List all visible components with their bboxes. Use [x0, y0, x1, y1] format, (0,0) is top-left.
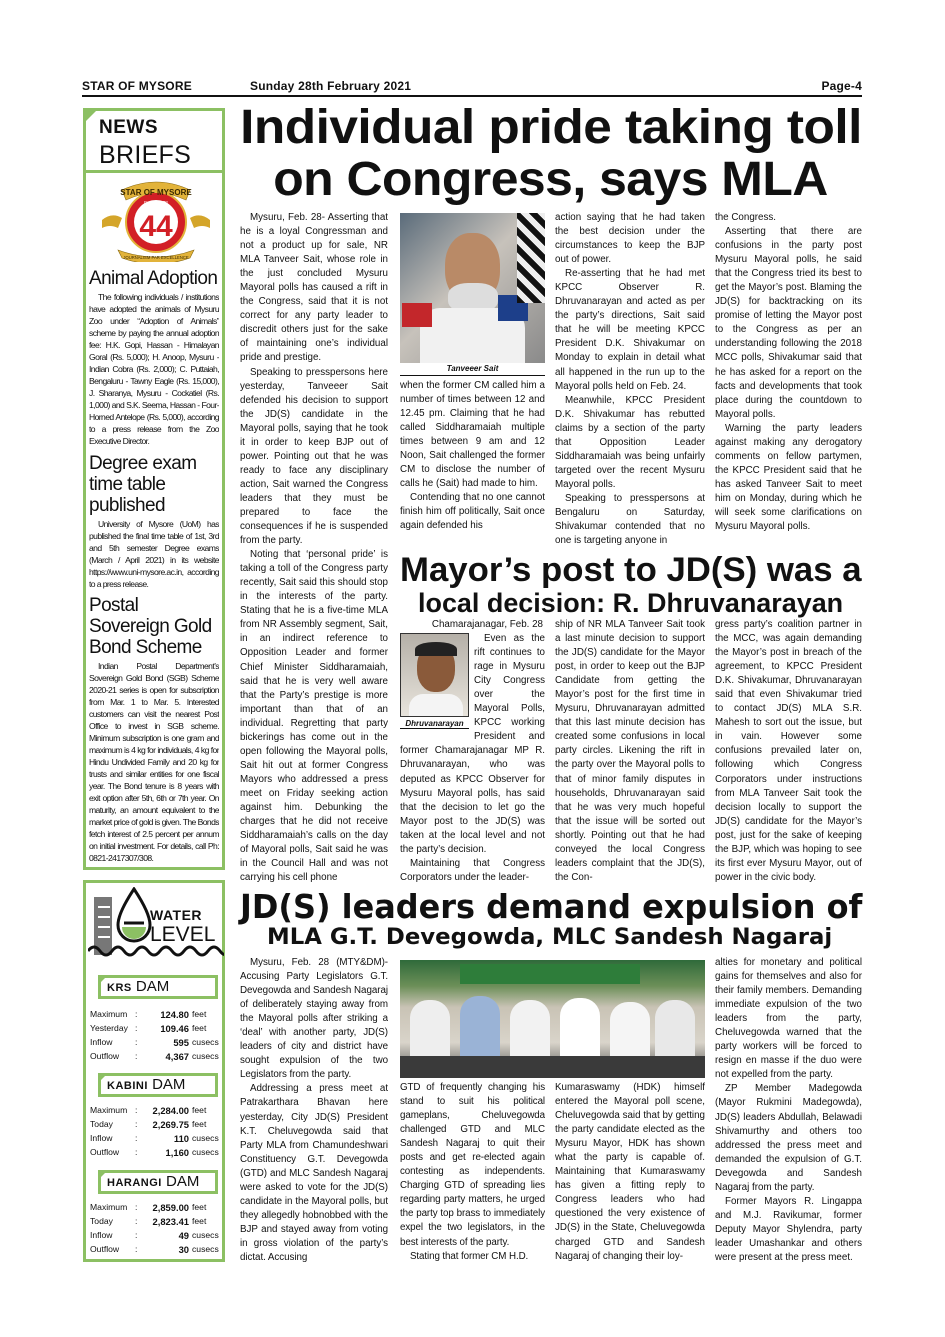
brief-body: Indian Postal Department’s Sovereign Gold Bond (SGB) Scheme 2020-21 series is open for subscription from Mar. 1 to Mar. 5. Interested customers can visit the nearest Post Office to invest in SGB scheme. Minimum subscription is one gram and maximum is 4 kg for individuals, 4 kg for Hindu Undivided Family and 20 kg for trusts and similar entities for one fiscal year. The Bond tenure is 8 years with exit option after 5th, 6th or 7th year. On maturity, an amount equivalent to the market price of gold is given. The Bonds fetch interest of 2.5 percent per annum on initial investment. For details, call Ph: 0821-2417307/308.: [89, 661, 219, 863]
svg-text:JOURNALISM PAR EXCELLENCE: JOURNALISM PAR EXCELLENCE: [123, 255, 189, 260]
value: 30: [178, 1244, 189, 1255]
svg-text:STAR OF MYSORE: STAR OF MYSORE: [120, 188, 192, 197]
brief-body: The following individuals / institutions have adopted the animals of Mysuru Zoo under “Adoption of Animals” scheme by paying the annual adoption fee: H.K. Gopi, Hassan - Himalayan Goral (Rs. 5,000); H. Anoop, Mysuru - Indian Cobra (Rs. 2,000); C. Puttaiah, Bengaluru - Tawny Eagle (Rs. 15,000), J. Sharanya, Mysuru - Cockatiel (Rs. 1,000) and S.K. Seema, Hassan - Four-Horned Antelope (Rs. 5,000), according to a press release from the Zoo Executive Director.: [89, 292, 219, 446]
news-briefs-box: [83, 108, 225, 870]
value: 124.80: [160, 1009, 189, 1020]
dam-suffix: DAM: [135, 978, 170, 995]
article3-headline: [240, 889, 862, 951]
news-briefs-title-top: NEWS: [99, 117, 158, 138]
unit: feet: [192, 1023, 207, 1033]
water-level-box: [83, 880, 225, 1262]
value: 2,823.41: [152, 1216, 189, 1227]
page-number: Page-4: [821, 79, 862, 93]
label: Inflow: [90, 1230, 113, 1240]
article1-col2: [400, 379, 545, 549]
dam-name: KRS: [107, 982, 132, 994]
label: Outflow: [90, 1244, 120, 1254]
article2-col2: [400, 618, 545, 888]
label: Maximum: [90, 1202, 128, 1212]
paragraph: alties for monetary and political gains for themselves and also for their family members. Demanding immediate expulsion of the two leaders from the party, Cheluvegowda warned that the party workers will be forced to resign en masse if the duo were not expelled from the party.: [715, 957, 862, 1081]
brief-heading: Postal Sovereign Gold Bond Scheme: [89, 595, 212, 658]
unit: feet: [192, 1105, 207, 1115]
dam-row: Outflow : 4,367 cusecs: [90, 1051, 226, 1065]
label: Inflow: [90, 1037, 113, 1047]
news-briefs-title-bottom: BRIEFS: [99, 141, 192, 169]
label: Outflow: [90, 1051, 120, 1061]
article1-headline: [240, 102, 862, 206]
label: Today: [90, 1119, 113, 1129]
article3-col2: [400, 1081, 545, 1266]
paragraph: Stating that former CM H.D.: [410, 1250, 529, 1262]
unit: cusecs: [192, 1230, 219, 1240]
brief-heading: Degree exam time table published: [89, 453, 197, 516]
svg-text:Estd. 1978: Estd. 1978: [144, 201, 168, 207]
paragraph: Maintaining that Congress Corporators under the leader-: [400, 857, 545, 883]
value: 1,160: [165, 1147, 189, 1158]
dam-row: Outflow : 30 cusecs: [90, 1244, 226, 1258]
article1-col3: [555, 211, 705, 549]
corner-triangle-icon: [83, 108, 99, 124]
dam-row: Maximum : 2,859.00 feet: [90, 1202, 226, 1216]
value: 4,367: [165, 1051, 189, 1062]
headline-line: MLA G.T. Devegowda, MLC Sandesh Nagaraj: [267, 925, 833, 950]
headline-line: Mayor’s post to JD(S) was a: [400, 551, 862, 589]
label: Maximum: [90, 1105, 128, 1115]
value: 595: [173, 1037, 189, 1048]
divider: [86, 170, 222, 173]
headline-line: Individual pride taking toll: [240, 101, 862, 154]
paragraph: Even as the rift continues to rage in Mysuru City Congress over the Mayoral Polls, KPCC working President and former Chamarajanagar MP R. Dhruvanarayan, who was deputed as KPCC Observer for Mysuru Mayoral polls, has said that the decision to let go the Mayor post to the JD(S) was taken at the local level and not the party’s decision.: [400, 633, 545, 855]
water-level-title-top: WATER: [150, 907, 203, 923]
tanveer-sait-photo: [400, 213, 545, 363]
unit: cusecs: [192, 1133, 219, 1143]
paragraph: Noting that ‘personal pride’ is taking a toll of the Congress party recently, Sait said this should stop in the interests of the party. Stating that he is a five-time MLA from NR Assembly segment, Sait, in an indirect reference to Opposition Leader and former Chief Minister Siddharamaiah, said that he is very well aware that the Party’s prestige is more important than that of an individual. Regretting that party bickerings has come out in the open following the Mayoral polls, Sait hit out at former Congress Mayors who addressed a press meet on Friday seeking action against him. Debunking the charges that he did not receive Siddharamaiah’s calls on the day of Mayoral polls, Sait said he was in the Council Hall and was not carrying his cell phone: [240, 549, 388, 884]
issue-date: Sunday 28th February 2021: [250, 79, 412, 93]
article2-headline: [400, 552, 862, 618]
dam-title: [98, 1073, 218, 1097]
brief-body: University of Mysore (UoM) has published the final time table of 1st, 3rd and 5th semester Degree exams (March / April 2021) in its website https://www.uni-mysore.ac.in, according to a press release.: [89, 519, 219, 589]
dam-row: Inflow : 110 cusecs: [90, 1133, 226, 1147]
brief-gold-bond: [89, 595, 219, 864]
dam-row: Inflow : 49 cusecs: [90, 1230, 226, 1244]
photo-caption: Dhruvanarayan: [400, 717, 469, 729]
paragraph: Meanwhile, KPCC President D.K. Shivakumar has rebutted claims by a section of the party that Opposition Leader Siddharamaiah was being unfairly targeted over the recent Mysuru Mayoral polls.: [555, 394, 705, 490]
press-meet-photo: [400, 960, 705, 1078]
unit: cusecs: [192, 1051, 219, 1061]
paragraph: ZP Member Madegowda (Mayor Rukmini Madegowda), JD(S) leaders Abdullah, Belawadi Shivamurthy and others too addressed the press meet and demanded the expulsion of G.T. Devegowda and Sandesh Nagaraj from the party.: [715, 1083, 862, 1193]
article2-col4: [715, 618, 862, 888]
article2-col3: [555, 618, 705, 888]
article1-col4: [715, 211, 862, 549]
article3-col1: [240, 956, 388, 1266]
unit: feet: [192, 1216, 207, 1226]
dam-suffix: DAM: [152, 1076, 186, 1093]
dhruvanarayan-photo-wrap: [400, 633, 469, 731]
label: Outflow: [90, 1147, 120, 1157]
paragraph: Asserting that there are confusions in the party post Mysuru Mayoral polls, he said that the Congress tried its best to get the Mayor’s post. Blaming the JD(S) for backtracking on its promise of letting the Mayor post to the Congress as per an understanding following the 2018 MCC polls, Shivakumar said that he has asked for a report on the facts and developments that took place during the countdown to Mayoral polls.: [715, 226, 862, 420]
article3-col4: [715, 956, 862, 1266]
dam-row: Maximum : 2,284.00 feet: [90, 1105, 226, 1119]
dam-name: KABINI: [107, 1080, 148, 1092]
article1-col1: [240, 211, 388, 887]
paragraph: Warning the party leaders against making any derogatory comments on fellow partymen, the KPCC President said that he has asked Tanveer Sait to meet him on Monday, during which he will seek some clarifications on Mysuru Mayoral polls.: [715, 422, 862, 533]
label: Inflow: [90, 1133, 113, 1143]
unit: cusecs: [192, 1147, 219, 1157]
paragraph: the Congress.: [715, 212, 776, 223]
value: 49: [178, 1230, 189, 1241]
dateline: Chamarajanagar, Feb. 28: [431, 619, 543, 630]
dam-row: Today : 2,823.41 feet: [90, 1216, 226, 1230]
unit: feet: [192, 1119, 207, 1129]
value: 109.46: [160, 1023, 189, 1034]
dam-row: Maximum : 124.80 feet: [90, 1009, 226, 1023]
value: 2,859.00: [152, 1202, 189, 1213]
paragraph: Kumaraswamy (HDK) himself entered the Mayoral poll scene, Cheluvegowda said that by getting the party candidate elected as the Mysuru Mayor, HDK has shown what the party is capable of. Maintaining that Kumaraswamy has given a fitting reply to Congress leaders who had questioned the very existence of JD(S) in the State, Cheluvegowda charged GTD and Sandesh Nagaraj of changing their loy-: [555, 1082, 705, 1262]
headline-line: JD(S) leaders demand expulsion of: [240, 887, 863, 926]
paragraph: Contending that no one cannot finish him off politically, Sait once again defended his: [400, 492, 545, 532]
unit: feet: [192, 1202, 207, 1212]
label: Today: [90, 1216, 113, 1226]
dhruvanarayan-photo: [400, 633, 469, 717]
paragraph: ship of NR MLA Tanveer Sait took a last minute decision to support the JD(S) candidate for the Mayor post, in order to keep out the BJP Candidate from getting the Mayor’s post for the first time in Mysuru, Dhruvanarayan admitted that this last minute decision has created some confusions in local party circles. Likening the rift in the party over the Mayoral polls to that of minor family disputes in households, Dhruvanarayan said that he was very much hopeful that the issue will be sorted out shortly. Pointing out that he had conveyed the local Congress leaders complaint that the JD(S), the Con-: [555, 619, 705, 883]
paragraph: GTD of frequently changing his stand to suit his political gameplans, Cheluvegowda challenged GTD and MLC Sandesh Nagaraj to quit their posts and get re-elected again contesting as independents. Charging GTD of spreading lies regarding party matters, he urged the party top brass to immediately expel the two legislators, in the best interests of the party.: [400, 1082, 545, 1248]
value: 2,284.00: [152, 1105, 189, 1116]
value: 110: [173, 1133, 189, 1144]
value: 2,269.75: [152, 1119, 189, 1130]
header-rule: [82, 95, 862, 97]
newspaper-name: STAR OF MYSORE: [82, 79, 192, 93]
brief-animal-adoption: [89, 268, 219, 447]
label: Yesterday: [90, 1023, 128, 1033]
paragraph: Mysuru, Feb. 28- Asserting that he is a loyal Congressman and not a product up for sale, NR MLA Tanveer Sait, whose role in the just concluded Mysuru Mayoral polls has caused a rift in the Congress, said that it is not correct for any party leader to discredit others just for the sake of maintaining one’s individual pride and prestige.: [240, 212, 388, 364]
paragraph: Former Mayors R. Lingappa and M.J. Ravikumar, former Deputy Mayor Shylendra, party leader Umashankar and others were present at the press meet.: [715, 1195, 862, 1263]
paragraph: Addressing a press meet at Patrakarthara Bhavan here yesterday, City JD(S) President K.T. Cheluvegowda said that Party MLA from Chamundeshwari Constituency G.T. Devegowda (GTD) and MLC Sandesh Nagaraj were asked to vote for the JD(S) candidate in the Mayoral polls, but they allegedly hobnobbed with the BJP and stayed away from voting in gross violation of the party’s dictat. Accusing: [240, 1083, 388, 1263]
photo-caption: Tanveeer Sait: [400, 364, 545, 376]
unit: cusecs: [192, 1244, 219, 1254]
svg-text:44: 44: [139, 210, 173, 243]
anniversary-logo: [100, 176, 212, 262]
water-level-title-bottom: LEVEL: [150, 923, 216, 946]
paragraph: when the former CM called him a number of times between 12 and 12.45 pm. Claiming that he had called Siddharamaiah multiple times between 9 am and 12 Noon, Sait challenged the former CM to disclose the number of calls he (Sait) had made to him.: [400, 380, 545, 490]
unit: feet: [192, 1009, 207, 1019]
dam-row: Today : 2,269.75 feet: [90, 1119, 226, 1133]
dam-title: [98, 975, 218, 999]
unit: cusecs: [192, 1037, 219, 1047]
paragraph: Speaking to presspersons here yesterday, Tanveeer Sait defended his decision to support the JD(S) candidate in the Mayoral polls, saying that he took it in order to keep BJP out of power. Pointing out that he was ready to face any disciplinary action, Sait warned the Congress leaders that they must be prepared to face the consequences if he is suspended from the party.: [240, 366, 388, 547]
paragraph: Mysuru, Feb. 28 (MTY&DM)- Accusing Party Legislators G.T. Devegowda and Sandesh Nagaraj of deliberately staying away from the Mayoral polls after striking a ‘deal’ with another party, JD(S) leaders of city and district have sought expulsion of the two Legislators from the party.: [240, 957, 388, 1081]
paragraph: gress party’s coalition partner in the MCC, was again demanding the Mayor’s post in breach of the agreement, to KPCC President D.K. Shivakumar, Dhruvanarayan said that even Shivakumar tried to contact JD(S) MLA S.R. Mahesh to sort out the issue, but in vain. However some confusions prevailed later on, following which Congress Corporators under instructions from MLA Tanveer Sait took the decision locally to support the JD(S) candidate for the Mayor’s post, just for the sake of keeping the BJP, which was hoping to see its first ever Mysuru Mayor, out of power in the civic body.: [715, 619, 862, 883]
paragraph: Speaking to presspersons at Bengaluru on Saturday, Shivakumar contended that no one is targeting anyone in: [555, 492, 705, 547]
dam-row: Inflow : 595 cusecs: [90, 1037, 226, 1051]
dam-row: Outflow : 1,160 cusecs: [90, 1147, 226, 1161]
label: Maximum: [90, 1009, 128, 1019]
dam-title: [98, 1170, 218, 1194]
paragraph: action saying that he had taken the best decision under the circumstances to keep the BJP out of power.: [555, 212, 705, 266]
news-briefs-list: [89, 265, 219, 865]
article3-col3: [555, 1081, 705, 1266]
paragraph: Re-asserting that he had met KPCC Observer R. Dhruvanarayan and acted as per the party’s directions, Sait said that he will be meeting KPCC President D.K. Shivakumar on Monday to explain in detail what all happened in the run up to the Mayoral polls held on Feb. 24.: [555, 268, 705, 392]
brief-heading: Animal Adoption: [89, 268, 218, 289]
brief-degree-exam: [89, 453, 219, 590]
dam-row: Yesterday : 109.46 feet: [90, 1023, 226, 1037]
headline-line: local decision: R. Dhruvanarayan: [418, 588, 844, 618]
dam-suffix: DAM: [166, 1173, 200, 1190]
dam-name: HARANGI: [107, 1177, 162, 1189]
headline-line: on Congress, says MLA: [273, 153, 828, 206]
